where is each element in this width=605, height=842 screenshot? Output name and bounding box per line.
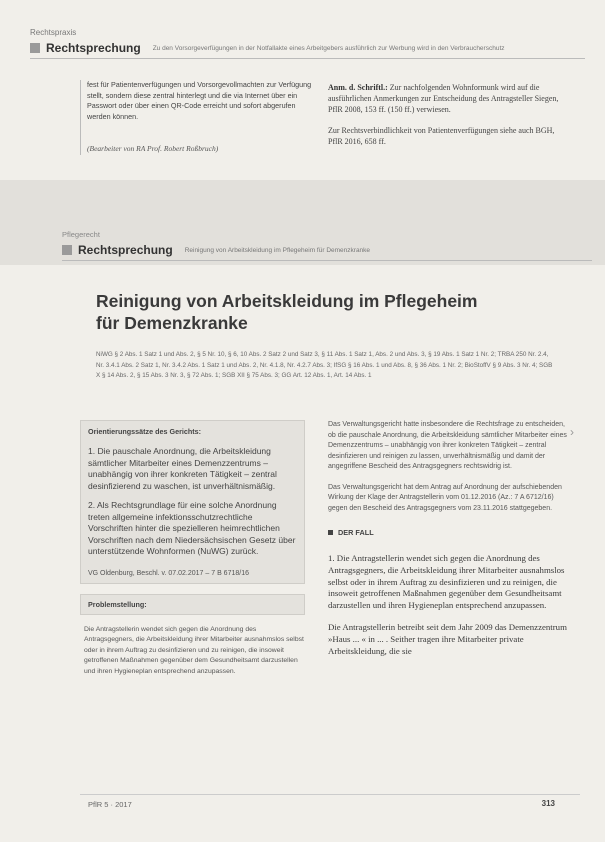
author-note-text: Zur nachfolgenden Wohnformunk wird auf die ausführlichen Anmerkungen zur Entscheidung des Antragsteller Siegen, PflR 2008, 153 ff. (150 ff.) verwiesen. bbox=[328, 83, 559, 114]
guidelines-heading: Orientierungssätze des Gerichts: bbox=[88, 427, 202, 436]
problem-heading: Problemstellung: bbox=[88, 599, 147, 609]
section-header-bar bbox=[62, 242, 582, 258]
guideline-1: 1. Die pauschale Anordnung, die Arbeitskleidung sämtlicher Mitarbeiter eines Demenzzentrums – unabhängig von ihrer konkreten Tätigkeit – zentral desinfizierend zu waschen, ist unverhältnismäßig. bbox=[88, 446, 277, 491]
article-title-line-1: Reinigung von Arbeitskleidung im Pflegeheim bbox=[96, 291, 478, 311]
left-column bbox=[80, 420, 305, 677]
bullet-square-icon bbox=[328, 530, 333, 535]
case-section-heading bbox=[328, 528, 572, 537]
case-paragraph-1: 1. Die Antragstellerin wendet sich gegen die Anordnung des Antragsgegners, die Arbeitskleidung ihrer Mitarbeiter ausnahmslos selbst oder in ihrem Auftrag zu desinfizieren und zu reinigen, die insoweit getroffenen Maßnahmen gegenüber dem Gesundheitsamt darzustellen und ihren Hygieneplan entsprechend anzupassen. bbox=[328, 553, 565, 611]
square-icon bbox=[62, 245, 72, 255]
court-citation: VG Oldenburg, Beschl. v. 07.02.2017 – 7 B 6718/16 bbox=[88, 569, 249, 577]
previous-article-text: fest für Patientenverfügungen und Vorsorgevollmachten zur Verfügung stellt, sondern diese zentral hinterlegt und die via Internet über ein Passwort oder über einen QR-Code erreicht und sofort abgerufen werden können. bbox=[87, 80, 312, 121]
guideline-2: 2. Als Rechtsgrundlage für eine solche Anordnung treten allgemeine infektionsschutzrechtliche Vorschriften hinter die spezielleren heimrechtlichen Vorschriften nach dem Niedersächsischen Gesetz über unterstützende Wohnformen (NuWG) zurück. bbox=[88, 500, 296, 556]
top-section-subtitle: Zu den Vorsorgeverfügungen in der Notfallakte eines Arbeitgebers ausführlich zur Werbung wird in den Verbraucherschutz bbox=[152, 44, 505, 52]
top-section-label: Rechtspraxis bbox=[30, 28, 77, 37]
top-header-rule bbox=[30, 58, 585, 59]
summary-paragraph-2: Das Verwaltungsgericht hat dem Antrag auf Anordnung der aufschiebenden Wirkung der Klage der Antragstellerin vom 01.12.2016 (Az.: 7 A 6712/16) gegen den Bescheid des Antragsgegners vom 23.11.2016 stattgegeben. bbox=[328, 483, 562, 512]
article-title-line-2: für Demenzkranke bbox=[96, 313, 248, 333]
case-section-label: DER FALL bbox=[338, 528, 374, 537]
previous-article-right bbox=[328, 82, 568, 157]
article-title bbox=[96, 290, 556, 334]
author-note-label: Anm. d. Schriftl.: bbox=[328, 83, 388, 92]
legal-norms: NiWG § 2 Abs. 1 Satz 1 und Abs. 2, § 5 Nr. 10, § 6, 10 Abs. 2 Satz 2 und Satz 3, § 11 Abs. 1 Satz 1, Abs. 2 und Abs. 3, § 19 Abs. 1 Satz 1 Nr. 2; TRBA 250 Nr. 2.4, Nr. 3.4.1 Abs. 2 Satz 1, Nr. 3.4.2 Abs. 1 Satz 1 und Abs. 2, Nr. 4.1.8, Nr. 4.2.7 Abs. 3; IfSG § 16 Abs. 1 und Abs. 8, § 36 Abs. 1 Nr. 2; BioStoffV § 9 Abs. 3 Nr. 4; SGB X § 14 Abs. 2, § 15 Abs. 3 Nr. 3, § 72 Abs. 1; SGB XII § 75 Abs. 3; GG Art. 12 Abs. 1, Art. 14 Abs. 1 bbox=[96, 351, 553, 379]
section-header-rule bbox=[62, 260, 592, 261]
problem-box bbox=[80, 594, 305, 615]
previous-article-left bbox=[80, 80, 312, 155]
guidelines-box bbox=[80, 420, 305, 584]
section-subtitle: Reinigung von Arbeitskleidung im Pflegeheim für Demenzkranke bbox=[184, 246, 371, 254]
section-label: Pflegerecht bbox=[62, 230, 100, 239]
footer-rule bbox=[80, 794, 580, 795]
right-column bbox=[328, 420, 572, 667]
square-icon bbox=[30, 43, 40, 53]
page-number: 313 bbox=[541, 799, 555, 808]
section-title: Rechtsprechung bbox=[78, 243, 173, 257]
margin-mark: › bbox=[570, 425, 574, 439]
footer-journal: PflR 5 · 2017 bbox=[88, 800, 132, 809]
problem-text: Die Antragstellerin wendet sich gegen die Anordnung des Antragsgegners, die Arbeitskleidung ihrer Mitarbeiter ausnahmslos selbst oder in ihrem Auftrag zu desinfizieren und zu reinigen, die insoweit getroffenen Maßnahmen gegenüber dem Gesundheitsamt darzustellen und ihren Hygieneplan entsprechend anzupassen. bbox=[84, 625, 304, 675]
author-note-reference: Zur Rechtsverbindlichkeit von Patientenverfügungen siehe auch BGH, PflR 2016, 658 ff. bbox=[328, 126, 555, 146]
previous-article-author: (Bearbeiter von RA Prof. Robert Roßbruch) bbox=[87, 144, 219, 153]
top-section-title: Rechtsprechung bbox=[46, 41, 141, 55]
top-header-bar bbox=[30, 40, 590, 56]
author-note bbox=[328, 82, 568, 115]
case-paragraph-2: Die Antragstellerin betreibt seit dem Jahr 2009 das Demenzzentrum »Haus ... « in ... . Seither tragen ihre Mitarbeiter private Arbeitskleidung, die sie bbox=[328, 621, 567, 656]
summary-paragraph-1: Das Verwaltungsgericht hatte insbesondere die Rechtsfrage zu entscheiden, ob die pauschale Anordnung, die Arbeitskleidung sämtlicher Mitarbeiter eines Demenzzentrums – unabhängig von ihrer konkreten Tätigkeit – zentral desinfizieren und reinigen zu lassen, unverhältnismäßig und damit der angegriffene Bescheid des Antragsgegners rechtswidrig ist. bbox=[328, 421, 567, 470]
